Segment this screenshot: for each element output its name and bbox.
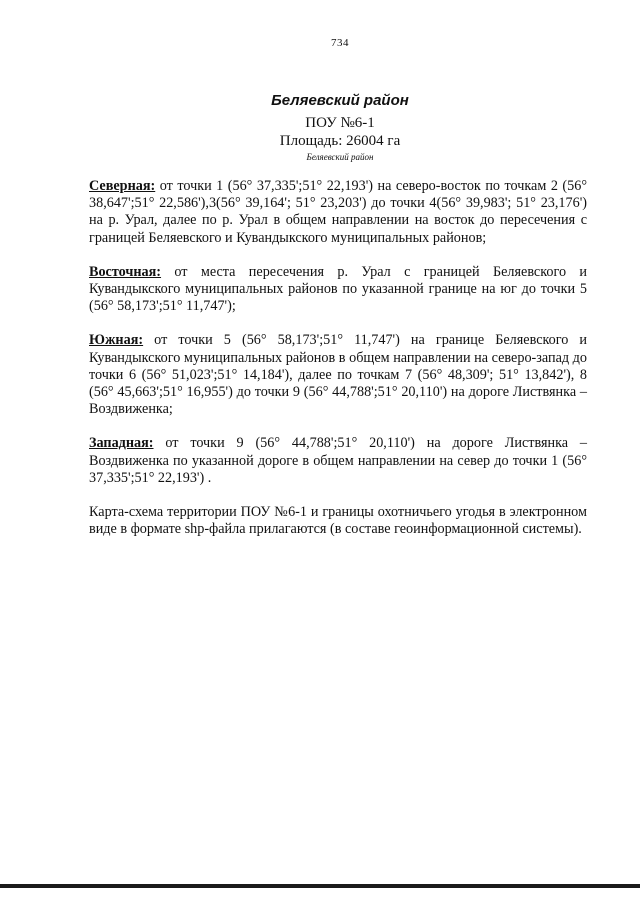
north-boundary-text: от точки 1 (56° 37,335';51° 22,193') на северо-восток по точкам 2 (56° 38,647';51° 22,586'),3(56° 39,164'; 51° 23,203') до точки 4(56° 39,983'; 51° 23,176') на р. Урал, далее по р. Урал в общем направлении на восток до пересечения с границей Беляевского и Кувандыкского муниципальных районов;	[89, 178, 587, 246]
south-boundary-label: Южная:	[89, 332, 144, 349]
closing-paragraph: Карта-схема территории ПОУ №6-1 и границы охотничьего угодья в электронном виде в формате shp-файла прилагаются (в составе геоинформационной системы).	[89, 504, 587, 538]
west-boundary-text: от точки 9 (56° 44,788';51° 20,110') на дороге Листвянка – Воздвиженка по указанной дороге в общем направлении на север до точки 1 (56° 37,335';51° 22,193') .	[89, 435, 587, 486]
pou-number: ПОУ №6-1	[305, 115, 375, 131]
south-boundary-text: от точки 5 (56° 58,173';51° 11,747') на границе Беляевского и Кувандыкского муниципальных районов в общем направлении на северо-запад до точки 6 (56° 51,023';51° 14,184'), далее по точкам 7 (56° 48,309'; 51° 13,842'), 8 (56° 45,663';51° 16,955') до точки 9 (56° 44,788';51° 20,110') на дороге Листвянка – Воздвиженка;	[89, 332, 587, 418]
north-boundary-paragraph	[89, 178, 587, 247]
south-boundary-paragraph	[89, 332, 587, 418]
district-title: Беляевский район	[271, 92, 409, 109]
east-boundary-label: Восточная:	[89, 263, 162, 280]
area-line: Площадь: 26004 га	[279, 133, 401, 149]
page-number: 734	[331, 37, 349, 49]
east-boundary-paragraph	[89, 264, 587, 316]
east-boundary-text: от места пересечения р. Урал с границей Беляевского и Кувандыкского муниципальных районов по указанной границе на юг до точки 5 (56° 58,173';51° 11,747');	[89, 263, 587, 315]
district-subtitle: Беляевский район	[306, 152, 374, 162]
west-boundary-paragraph	[89, 435, 587, 487]
west-boundary-label: Западная:	[89, 435, 154, 452]
north-boundary-label: Северная:	[89, 178, 156, 194]
document-body	[89, 178, 587, 555]
bottom-rule	[0, 884, 640, 888]
